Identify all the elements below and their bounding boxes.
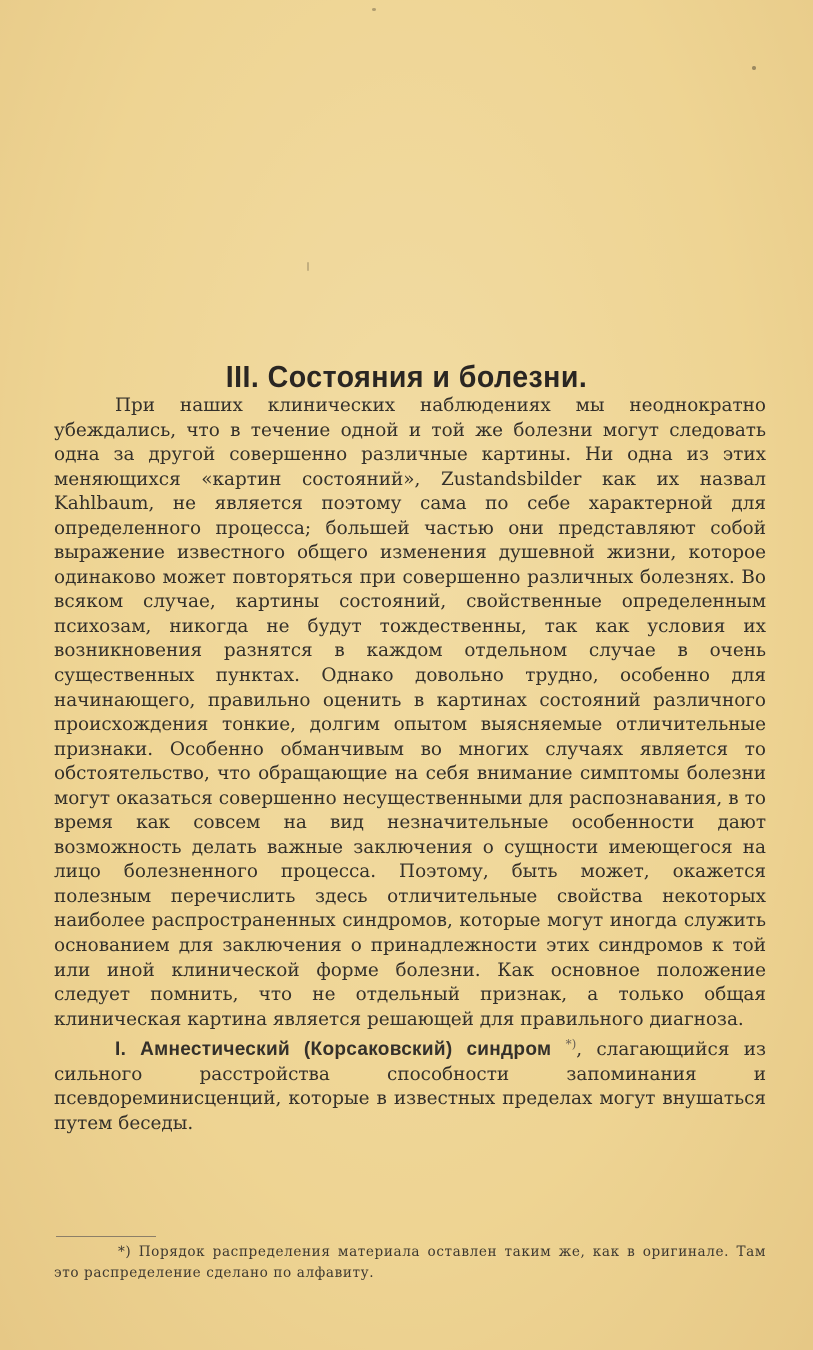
syndrome-description: , слагающийся из сильного расстройства способности запоминания и псевдореминисценций, которые в известных пределах могут внушаться путем беседы. [54,1039,766,1134]
main-paragraph: При наших клинических наблюдениях мы неоднократно убеждались, что в течение одной и той же болезни могут следовать одна за другой совершенно различные картины. Ни одна из этих меняющихся «картин состояний», Zustandsbilder как их назвал Kahlbaum, не является поэтому сама по себе характерной для определенного процесса; большей частью они представляют собой выражение известного общего изменения душевной жизни, которое одинаково может повторяться при совершенно различных болезнях. Во всяком случае, картины состояний, свойственные определенным психозам, никогда не будут тождественны, так как условия их возникновения разнятся в каждом отдельном случае в очень существенных пунктах. Однако довольно трудно, особенно для начинающего, правильно оценить в картинах состояний различного происхождения тонкие, долгим опытом выясняемые отличительные признаки. Особенно обманчивым во многих случаях является то обстоятельство, что обращающие на себя внимание симптомы болезни могут оказаться совершенно несущественными для распознавания, в то время как совсем на вид незначительные особенности дают возможность делать важные заключения о сущности имеющегося на лицо болезненного процесса. Поэтому, быть может, окажется полезным перечислить здесь отличительные свойства некоторых наиболее распространенных синдромов, которые могут иногда служить основанием для заключения о принадлежности этих синдромов к той или иной клинической форме болезни. Как основное положение следует помнить, что не отдельный признак, а только общая клиническая картина является решающей для правильного диагноза. [54,395,766,1030]
page-speck [372,8,376,11]
footnote-mark: *) [565,1037,577,1052]
body-text [54,394,766,1137]
syndrome-paragraph [54,1032,766,1136]
page-speck [752,66,756,70]
page-speck [307,262,309,271]
syndrome-title: I. Амнестический (Корсаковский) синдром [115,1039,552,1061]
footnote [54,1242,766,1284]
footnote-text: *) Порядок распределения материала оставлен таким же, как в оригинале. Там это распределение сделано по алфавиту. [54,1244,766,1281]
section-heading: III. Состояния и болезни. [225,358,588,394]
footnote-divider [56,1236,156,1237]
